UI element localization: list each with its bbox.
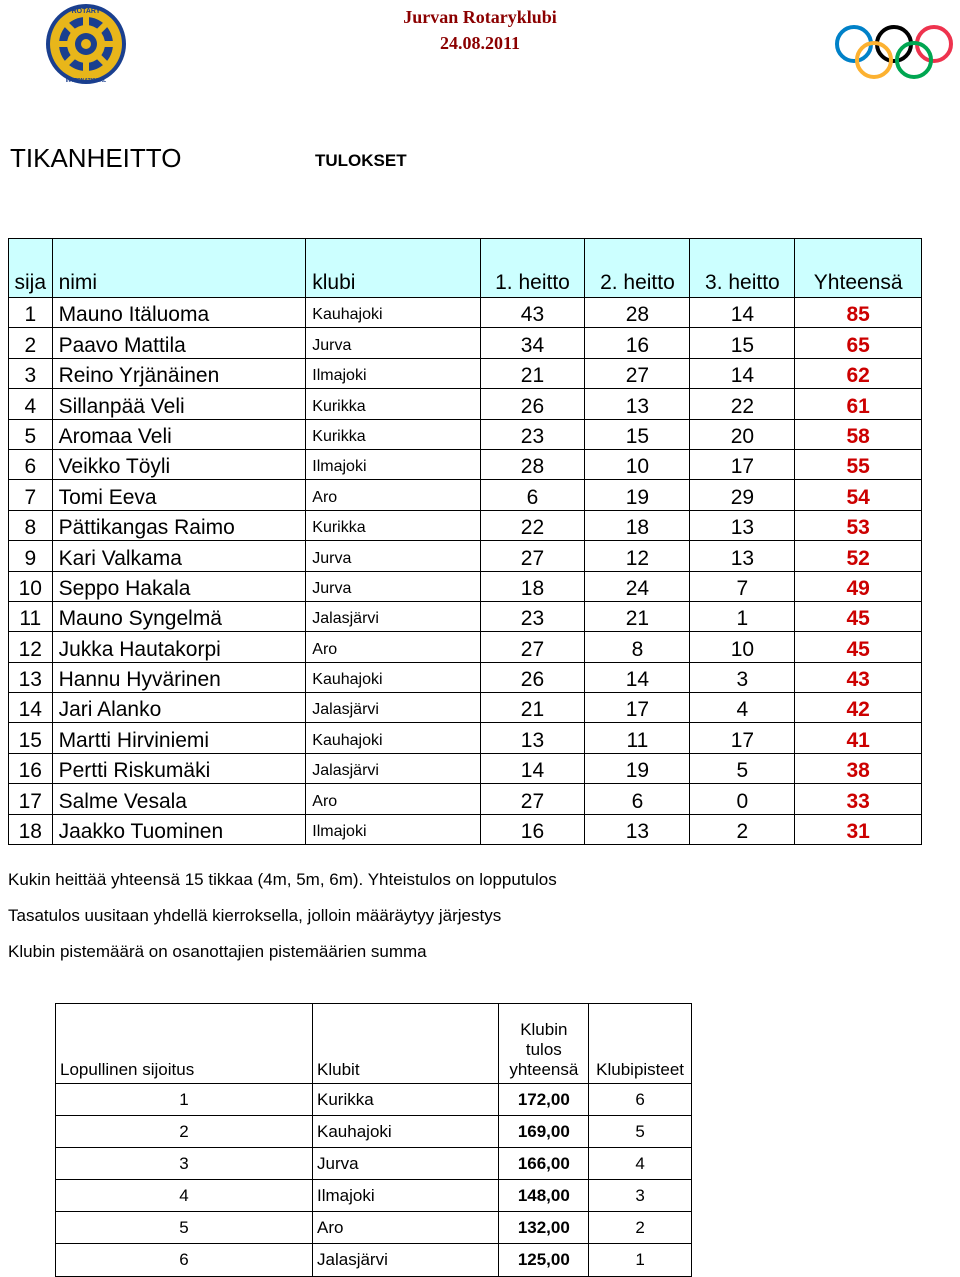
sija-cell: 1 xyxy=(9,298,53,328)
heitto-3-cell: 0 xyxy=(690,784,795,814)
club-cell: Kauhajoki xyxy=(306,298,480,328)
sija-cell: 14 xyxy=(9,693,53,723)
total-cell: 52 xyxy=(795,541,922,571)
header-klubin-tulos: Klubin tulos yhteensä xyxy=(499,1004,589,1084)
heitto-1-cell: 14 xyxy=(480,753,585,783)
sija-cell: 18 xyxy=(9,814,53,844)
event-date: 24.08.2011 xyxy=(439,33,520,53)
total-cell: 33 xyxy=(795,784,922,814)
total-cell: 58 xyxy=(795,419,922,449)
final-position-cell: 3 xyxy=(56,1148,313,1180)
heitto-2-cell: 21 xyxy=(585,601,690,631)
heitto-3-cell: 10 xyxy=(690,632,795,662)
heitto-3-cell: 29 xyxy=(690,480,795,510)
name-cell: Reino Yrjänäinen xyxy=(52,358,306,388)
olympic-rings-icon xyxy=(830,22,960,82)
table-row xyxy=(9,541,922,571)
results-header-row xyxy=(9,239,922,298)
sija-cell: 17 xyxy=(9,784,53,814)
heitto-3-cell: 13 xyxy=(690,510,795,540)
heitto-3-cell: 17 xyxy=(690,449,795,479)
club-cell: Ilmajoki xyxy=(306,449,480,479)
name-cell: Veikko Töyli xyxy=(52,449,306,479)
name-cell: Salme Vesala xyxy=(52,784,306,814)
final-position-cell: 1 xyxy=(56,1084,313,1116)
heitto-1-cell: 21 xyxy=(480,693,585,723)
total-cell: 41 xyxy=(795,723,922,753)
club-cell: Kurikka xyxy=(306,389,480,419)
heitto-2-cell: 24 xyxy=(585,571,690,601)
heitto-2-cell: 8 xyxy=(585,632,690,662)
heitto-1-cell: 23 xyxy=(480,419,585,449)
name-cell: Kari Valkama xyxy=(52,541,306,571)
heitto-2-cell: 19 xyxy=(585,480,690,510)
heitto-2-cell: 28 xyxy=(585,298,690,328)
total-cell: 45 xyxy=(795,601,922,631)
final-points-cell: 2 xyxy=(589,1212,692,1244)
heitto-2-cell: 27 xyxy=(585,358,690,388)
heitto-3-cell: 4 xyxy=(690,693,795,723)
table-row xyxy=(9,784,922,814)
heitto-3-cell: 17 xyxy=(690,723,795,753)
heitto-1-cell: 18 xyxy=(480,571,585,601)
sija-cell: 6 xyxy=(9,449,53,479)
table-row xyxy=(9,601,922,631)
sija-cell: 2 xyxy=(9,328,53,358)
final-club-cell: Jalasjärvi xyxy=(313,1244,499,1276)
final-club-cell: Kurikka xyxy=(313,1084,499,1116)
name-cell: Aromaa Veli xyxy=(52,419,306,449)
heitto-2-cell: 16 xyxy=(585,328,690,358)
table-row xyxy=(9,693,922,723)
header-heitto-1: 1. heitto xyxy=(480,239,585,298)
final-result-cell: 132,00 xyxy=(499,1212,589,1244)
club-cell: Jurva xyxy=(306,571,480,601)
page-title: TIKANHEITTO xyxy=(10,143,182,173)
name-cell: Seppo Hakala xyxy=(52,571,306,601)
table-row xyxy=(9,814,922,844)
name-cell: Mauno Syngelmä xyxy=(52,601,306,631)
page-subtitle: TULOKSET xyxy=(315,151,407,170)
heitto-2-cell: 11 xyxy=(585,723,690,753)
name-cell: Hannu Hyvärinen xyxy=(52,662,306,692)
name-cell: Jari Alanko xyxy=(52,693,306,723)
total-cell: 31 xyxy=(795,814,922,844)
sija-cell: 5 xyxy=(9,419,53,449)
name-cell: Pertti Riskumäki xyxy=(52,753,306,783)
rotary-text-bottom: INTERNATIONAL xyxy=(65,78,107,84)
heitto-1-cell: 28 xyxy=(480,449,585,479)
heitto-2-cell: 19 xyxy=(585,753,690,783)
total-cell: 49 xyxy=(795,571,922,601)
table-row xyxy=(9,753,922,783)
final-standings-table xyxy=(55,1003,692,1277)
final-club-cell: Aro xyxy=(313,1212,499,1244)
sija-cell: 9 xyxy=(9,541,53,571)
total-cell: 85 xyxy=(795,298,922,328)
total-cell: 55 xyxy=(795,449,922,479)
heitto-3-cell: 7 xyxy=(690,571,795,601)
final-club-cell: Kauhajoki xyxy=(313,1116,499,1148)
rotary-logo-icon xyxy=(40,2,132,86)
table-row xyxy=(56,1148,692,1180)
club-cell: Jalasjärvi xyxy=(306,753,480,783)
table-row xyxy=(9,419,922,449)
header-nimi: nimi xyxy=(52,239,306,298)
final-points-cell: 4 xyxy=(589,1148,692,1180)
final-points-cell: 5 xyxy=(589,1116,692,1148)
name-cell: Martti Hirviniemi xyxy=(52,723,306,753)
club-cell: Ilmajoki xyxy=(306,358,480,388)
table-row xyxy=(9,662,922,692)
table-row xyxy=(56,1180,692,1212)
heitto-1-cell: 27 xyxy=(480,784,585,814)
heitto-2-cell: 6 xyxy=(585,784,690,814)
heitto-2-cell: 12 xyxy=(585,541,690,571)
heitto-1-cell: 26 xyxy=(480,662,585,692)
final-result-cell: 148,00 xyxy=(499,1180,589,1212)
club-cell: Jalasjärvi xyxy=(306,693,480,723)
final-club-cell: Ilmajoki xyxy=(313,1180,499,1212)
heitto-1-cell: 21 xyxy=(480,358,585,388)
final-points-cell: 1 xyxy=(589,1244,692,1276)
heitto-3-cell: 15 xyxy=(690,328,795,358)
club-cell: Ilmajoki xyxy=(306,814,480,844)
table-row xyxy=(9,358,922,388)
sija-cell: 15 xyxy=(9,723,53,753)
sija-cell: 12 xyxy=(9,632,53,662)
heitto-1-cell: 43 xyxy=(480,298,585,328)
total-cell: 38 xyxy=(795,753,922,783)
heitto-2-cell: 14 xyxy=(585,662,690,692)
final-position-cell: 6 xyxy=(56,1244,313,1276)
heitto-3-cell: 1 xyxy=(690,601,795,631)
sija-cell: 8 xyxy=(9,510,53,540)
header-heitto-3: 3. heitto xyxy=(690,239,795,298)
table-row xyxy=(9,449,922,479)
heitto-3-cell: 14 xyxy=(690,298,795,328)
heitto-2-cell: 15 xyxy=(585,419,690,449)
heitto-3-cell: 22 xyxy=(690,389,795,419)
heitto-1-cell: 26 xyxy=(480,389,585,419)
sija-cell: 4 xyxy=(9,389,53,419)
table-row xyxy=(9,298,922,328)
total-cell: 61 xyxy=(795,389,922,419)
total-cell: 45 xyxy=(795,632,922,662)
name-cell: Paavo Mattila xyxy=(52,328,306,358)
table-row xyxy=(9,510,922,540)
heitto-1-cell: 13 xyxy=(480,723,585,753)
club-cell: Kauhajoki xyxy=(306,723,480,753)
note-line: Tasatulos uusitaan yhdellä kierroksella, jolloin määräytyy järjestys xyxy=(8,906,502,925)
total-cell: 62 xyxy=(795,358,922,388)
name-cell: Pättikangas Raimo xyxy=(52,510,306,540)
table-row xyxy=(9,571,922,601)
total-cell: 43 xyxy=(795,662,922,692)
final-club-cell: Jurva xyxy=(313,1148,499,1180)
heitto-2-cell: 17 xyxy=(585,693,690,723)
table-row xyxy=(56,1116,692,1148)
heitto-2-cell: 10 xyxy=(585,449,690,479)
total-cell: 54 xyxy=(795,480,922,510)
sija-cell: 13 xyxy=(9,662,53,692)
club-cell: Jurva xyxy=(306,328,480,358)
note-line: Kukin heittää yhteensä 15 tikkaa (4m, 5m, 6m). Yhteistulos on lopputulos xyxy=(8,870,557,889)
total-cell: 53 xyxy=(795,510,922,540)
heitto-1-cell: 27 xyxy=(480,541,585,571)
club-cell: Aro xyxy=(306,632,480,662)
header-lopullinen-sijoitus: Lopullinen sijoitus xyxy=(56,1004,313,1084)
heitto-3-cell: 5 xyxy=(690,753,795,783)
heitto-1-cell: 34 xyxy=(480,328,585,358)
final-header-row xyxy=(56,1004,692,1084)
sija-cell: 3 xyxy=(9,358,53,388)
heitto-3-cell: 14 xyxy=(690,358,795,388)
final-position-cell: 4 xyxy=(56,1180,313,1212)
heitto-3-cell: 13 xyxy=(690,541,795,571)
document-header xyxy=(0,4,960,56)
table-row xyxy=(56,1244,692,1276)
note-line: Klubin pistemäärä on osanottajien pistemäärien summa xyxy=(8,942,427,961)
table-row xyxy=(9,328,922,358)
header-sija: sija xyxy=(9,239,53,298)
heitto-2-cell: 13 xyxy=(585,814,690,844)
heitto-2-cell: 18 xyxy=(585,510,690,540)
header-klubipisteet: Klubipisteet xyxy=(589,1004,692,1084)
name-cell: Mauno Itäluoma xyxy=(52,298,306,328)
club-cell: Jurva xyxy=(306,541,480,571)
heitto-3-cell: 20 xyxy=(690,419,795,449)
table-row xyxy=(9,723,922,753)
header-klubi: klubi xyxy=(306,239,480,298)
club-cell: Aro xyxy=(306,784,480,814)
header-heitto-2: 2. heitto xyxy=(585,239,690,298)
table-row xyxy=(9,480,922,510)
final-position-cell: 2 xyxy=(56,1116,313,1148)
rotary-text-top: ROTARY xyxy=(71,8,101,15)
heitto-1-cell: 27 xyxy=(480,632,585,662)
final-result-cell: 125,00 xyxy=(499,1244,589,1276)
club-cell: Kurikka xyxy=(306,510,480,540)
club-cell: Jalasjärvi xyxy=(306,601,480,631)
rules-notes xyxy=(8,862,557,970)
final-points-cell: 3 xyxy=(589,1180,692,1212)
heitto-1-cell: 22 xyxy=(480,510,585,540)
heitto-2-cell: 13 xyxy=(585,389,690,419)
table-row xyxy=(56,1084,692,1116)
table-row xyxy=(56,1212,692,1244)
table-row xyxy=(9,632,922,662)
name-cell: Tomi Eeva xyxy=(52,480,306,510)
table-row xyxy=(9,389,922,419)
name-cell: Jaakko Tuominen xyxy=(52,814,306,844)
name-cell: Jukka Hautakorpi xyxy=(52,632,306,662)
heitto-1-cell: 23 xyxy=(480,601,585,631)
heitto-1-cell: 16 xyxy=(480,814,585,844)
club-cell: Kauhajoki xyxy=(306,662,480,692)
total-cell: 65 xyxy=(795,328,922,358)
sija-cell: 10 xyxy=(9,571,53,601)
final-points-cell: 6 xyxy=(589,1084,692,1116)
name-cell: Sillanpää Veli xyxy=(52,389,306,419)
total-cell: 42 xyxy=(795,693,922,723)
final-result-cell: 169,00 xyxy=(499,1116,589,1148)
club-cell: Kurikka xyxy=(306,419,480,449)
results-table xyxy=(8,238,922,845)
sija-cell: 7 xyxy=(9,480,53,510)
org-name: Jurvan Rotaryklubi xyxy=(403,7,557,27)
header-klubit: Klubit xyxy=(313,1004,499,1084)
header-yhteensa: Yhteensä xyxy=(795,239,922,298)
final-position-cell: 5 xyxy=(56,1212,313,1244)
heitto-1-cell: 6 xyxy=(480,480,585,510)
sija-cell: 11 xyxy=(9,601,53,631)
heitto-3-cell: 3 xyxy=(690,662,795,692)
club-cell: Aro xyxy=(306,480,480,510)
final-result-cell: 172,00 xyxy=(499,1084,589,1116)
final-result-cell: 166,00 xyxy=(499,1148,589,1180)
heitto-3-cell: 2 xyxy=(690,814,795,844)
sija-cell: 16 xyxy=(9,753,53,783)
